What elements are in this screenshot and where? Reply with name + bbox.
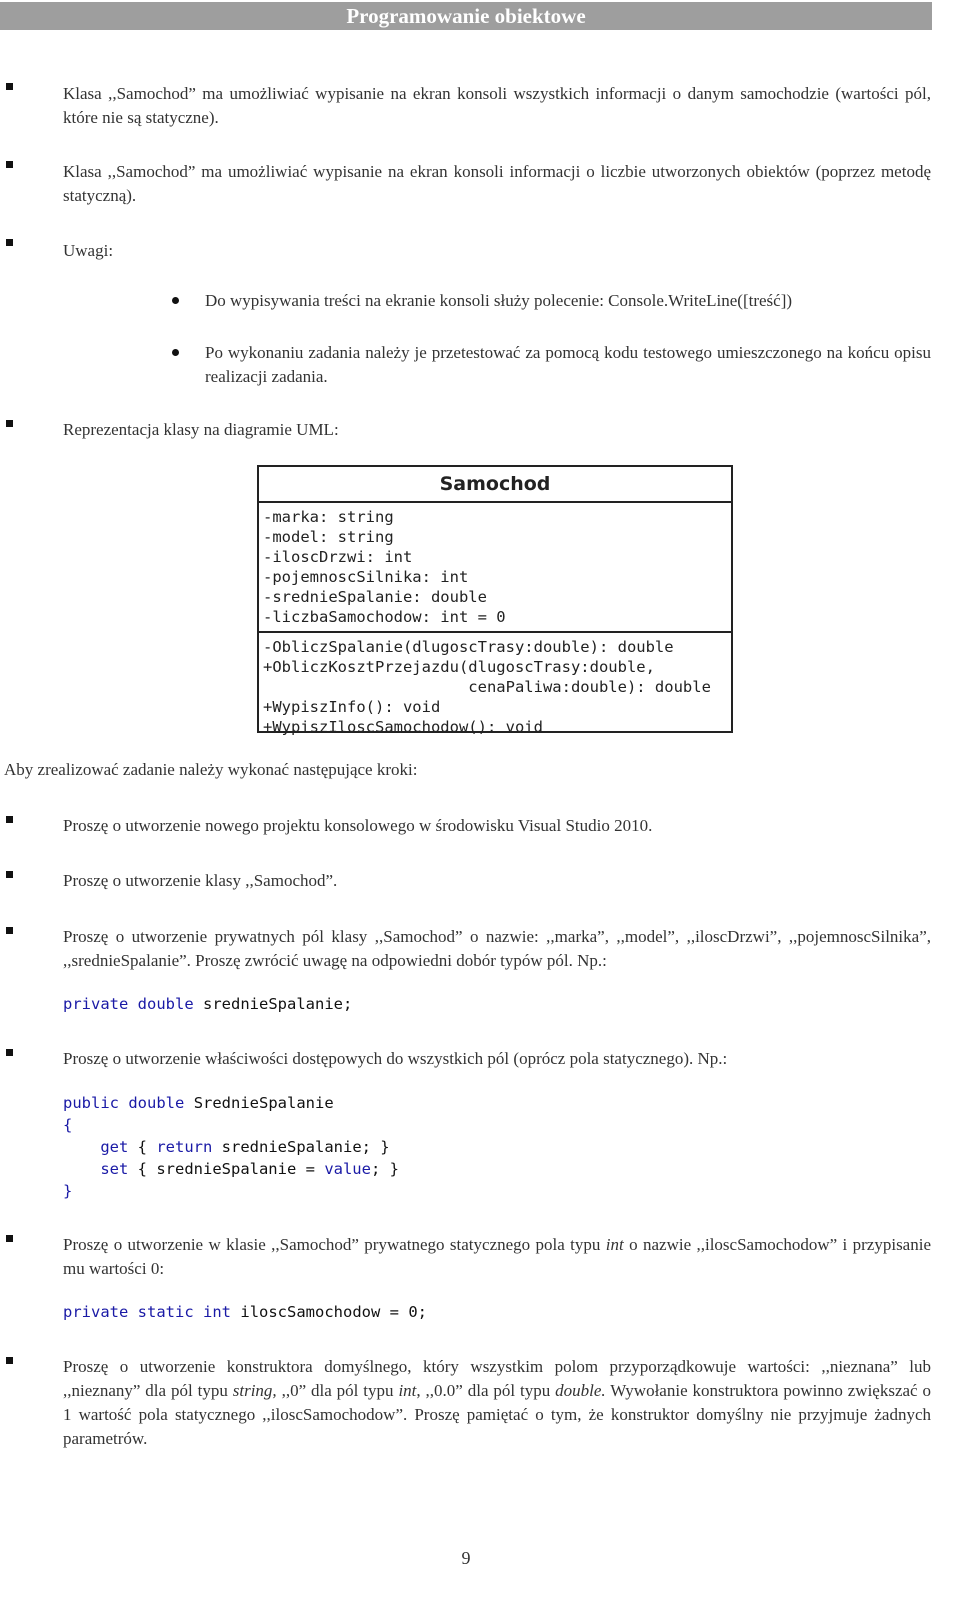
bullet-square bbox=[6, 816, 13, 823]
uml-field: -iloscDrzwi: int bbox=[263, 548, 413, 566]
uml-method: cenaPaliwa:double): double bbox=[263, 678, 711, 696]
step-text: Proszę o utworzenie w klasie ,,Samochod” prywatnego statycznego pola typu int o nazwie ,,iloscSamochodow” i przypisanie mu wartości 0: bbox=[63, 1235, 932, 1278]
bullet-square bbox=[6, 1049, 13, 1056]
requirement-text: Klasa ,,Samochod” ma umożliwiać wypisanie na ekran konsoli wszystkich informacji o danym samochodzie (wartości pól, które nie są statyczne). bbox=[63, 84, 931, 127]
uml-method: +WypiszIloscSamochodow(): void bbox=[263, 718, 543, 736]
uml-method: +WypiszInfo(): void bbox=[263, 698, 441, 716]
uml-methods bbox=[259, 633, 731, 741]
bullet-square bbox=[6, 1235, 13, 1242]
note-text: Do wypisywania treści na ekranie konsoli służy polecenie: Console.WriteLine([treść]) bbox=[205, 291, 793, 310]
bullet-square bbox=[6, 161, 13, 168]
step-text: Proszę o utworzenie konstruktora domyślnego, który wszystkim polom przyporządkowuje wartości: ,,nieznana” lub ,,nieznany” dla pól typu string, ,,0” dla pól typu int, ,,0.0” dla pól typu double. Wywołanie konstruktora powinno zwiększać o 1 wartość pola statycznego ,,iloscSamochodow”. Proszę pamiętać o tym, że konstruktor domyślny nie przyjmuje żadnych parametrów. bbox=[63, 1357, 931, 1448]
uml-fields bbox=[259, 503, 731, 631]
bullet-square bbox=[6, 83, 13, 90]
uml-field: -model: string bbox=[263, 528, 394, 546]
bullet-square bbox=[6, 1357, 13, 1364]
code-snippet-field: private double srednieSpalanie; bbox=[63, 995, 353, 1013]
page-header: Programowanie obiektowe bbox=[0, 2, 932, 30]
code-snippet-property: public double SrednieSpalanie { get { return srednieSpalanie; } set { srednieSpalanie = value; } } bbox=[63, 1094, 399, 1200]
step-text: Proszę o utworzenie właściwości dostępowych do wszystkich pól (oprócz pola statycznego). Np.: bbox=[63, 1049, 728, 1068]
bullet-square bbox=[6, 927, 13, 934]
notes-heading: Uwagi: bbox=[63, 241, 114, 260]
uml-method: +ObliczKosztPrzejazdu(dlugoscTrasy:double, bbox=[263, 658, 655, 676]
page-number: 9 bbox=[461, 1548, 471, 1568]
uml-class-diagram bbox=[257, 465, 733, 736]
uml-method: -ObliczSpalanie(dlugoscTrasy:double): double bbox=[263, 638, 674, 656]
uml-field: -marka: string bbox=[263, 508, 394, 526]
uml-field: -liczbaSamochodow: int = 0 bbox=[263, 608, 506, 626]
uml-field: -pojemnoscSilnika: int bbox=[263, 568, 469, 586]
uml-class-name: Samochod bbox=[259, 467, 731, 503]
note-text: Po wykonaniu zadania należy je przetestować za pomocą kodu testowego umieszczonego na końcu opisu realizacji zadania. bbox=[205, 343, 931, 386]
steps-intro: Aby zrealizować zadanie należy wykonać następujące kroki: bbox=[4, 760, 418, 779]
step-text: Proszę o utworzenie klasy ,,Samochod”. bbox=[63, 871, 338, 890]
bullet-square bbox=[6, 871, 13, 878]
bullet-square bbox=[6, 239, 13, 246]
code-snippet-static: private static int iloscSamochodow = 0; bbox=[63, 1303, 427, 1321]
bullet-dot bbox=[172, 297, 179, 304]
bullet-dot bbox=[172, 349, 179, 356]
uml-intro-text: Reprezentacja klasy na diagramie UML: bbox=[63, 420, 339, 439]
bullet-square bbox=[6, 420, 13, 427]
uml-field: -srednieSpalanie: double bbox=[263, 588, 487, 606]
step-text: Proszę o utworzenie nowego projektu konsolowego w środowisku Visual Studio 2010. bbox=[63, 816, 653, 835]
requirement-text: Klasa ,,Samochod” ma umożliwiać wypisanie na ekran konsoli informacji o liczbie utworzonych obiektów (poprzez metodę statyczną). bbox=[63, 162, 931, 205]
step-text: Proszę o utworzenie prywatnych pól klasy ,,Samochod” o nazwie: ,,marka”, ,,model”, ,,iloscDrzwi”, ,,pojemnoscSilnika”, ,,srednieSpalanie”. Proszę zwrócić uwagę na odpowiedni dobór typów pól. Np.: bbox=[63, 927, 931, 970]
